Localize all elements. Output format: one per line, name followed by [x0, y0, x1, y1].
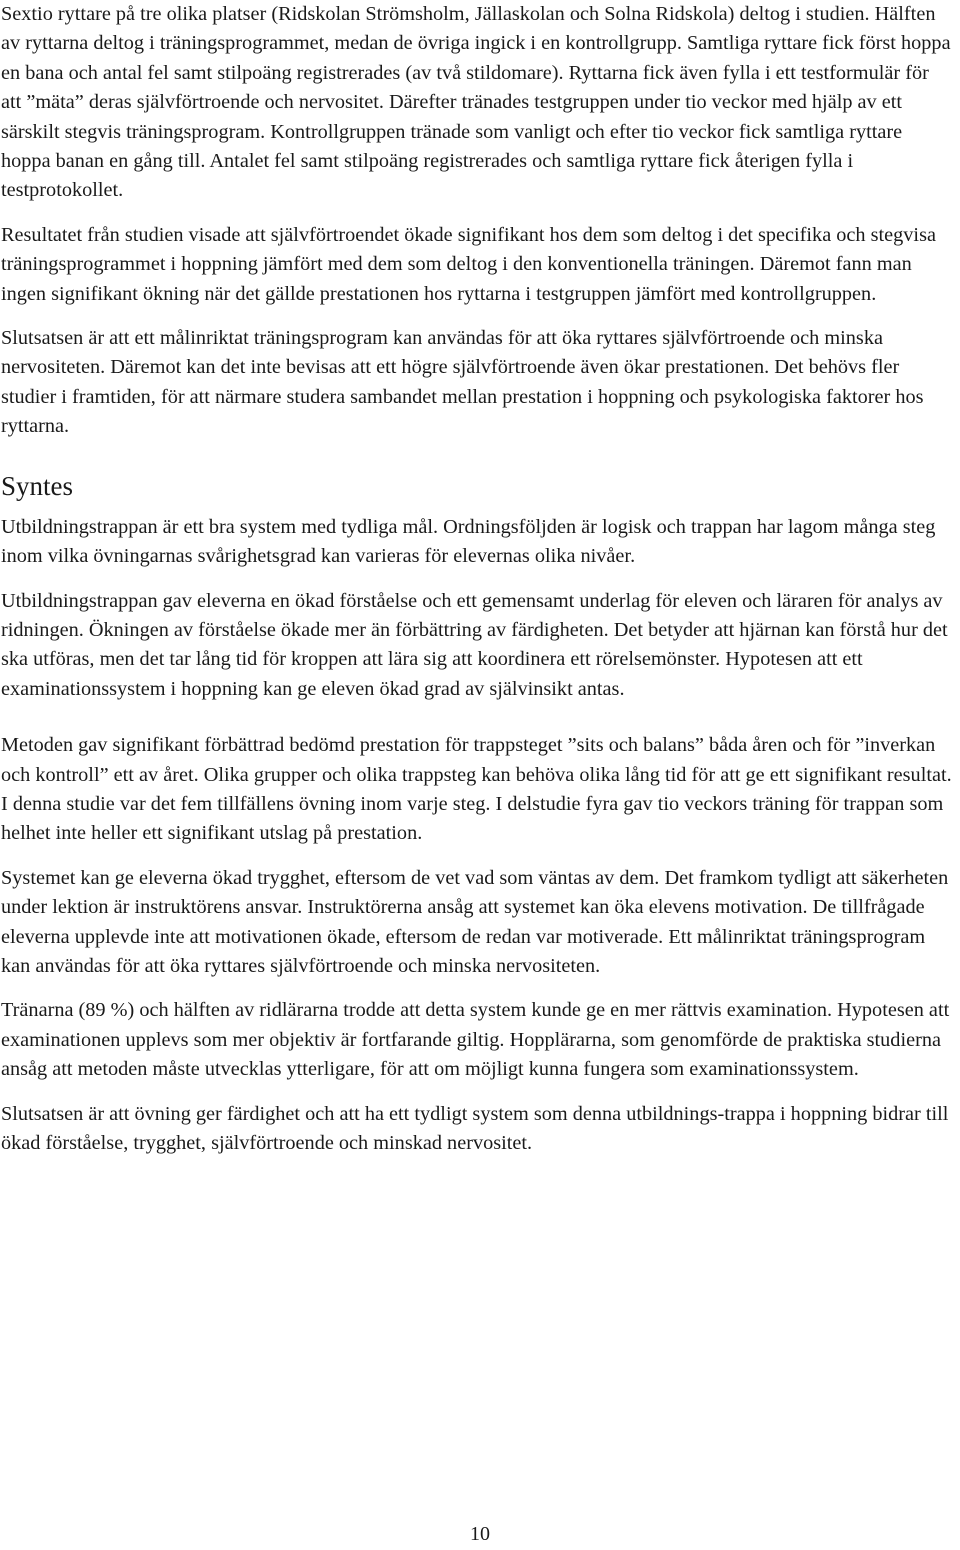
paragraph-syntes-1: Utbildningstrappan är ett bra system med tydliga mål. Ordningsföljden är logisk och trappan har lagom många steg inom vilka övningarnas svårighetsgrad kan varieras för elevernas olika nivåer. — [1, 515, 936, 568]
paragraph-syntes-3: Metoden gav signifikant förbättrad bedömd prestation för trappsteget ”sits och balans” båda åren och för ”inverkan och kontroll” ett av året. Olika grupper och olika trappsteg kan behöva olika lång tid för att ge ett signifikant resultat. I denna studie var det fem tillfällens övning inom varje steg. I delstudie fyra gav tio veckors träning för trappan som helhet inte heller ett signifikant utslag på prestation. — [1, 734, 952, 845]
paragraph-method: Sextio ryttare på tre olika platser (Ridskolan Strömsholm, Jällaskolan och Solna Ridskola) deltog i studien. Hälften av ryttarna deltog i träningsprogrammet, medan de övriga ingick i en kontrollgrupp. Samtliga ryttare fick först hoppa en bana och antal fel samt stilpoäng registrerades (av två stildomare). Ryttarna fick även fylla i ett testformulär för att ”mäta” deras självförtroende och nervositet. Därefter tränades testgruppen under tio veckor med hjälp av ett särskilt stegvis träningsprogram. Kontrollgruppen tränade som vanligt och efter tio veckor fick samtliga ryttare hoppa banan en gång till. Antalet fel samt stilpoäng registrerades och samtliga ryttare fick återigen fylla i testprotokollet. — [1, 3, 951, 202]
paragraph-results: Resultatet från studien visade att självförtroendet ökade signifikant hos dem som deltog i det specifika och stegvisa träningsprogrammet i hoppning jämfört med dem som deltog i den konventionella träningen. Däremot fann man ingen signifikant ökning när det gällde prestationen hos ryttarna i testgruppen jämfört med kontrollgruppen. — [1, 223, 936, 305]
document-body — [1, 0, 953, 1158]
paragraph-syntes-6: Slutsatsen är att övning ger färdighet och att ha ett tydligt system som denna utbildnings-trappa i hoppning bidrar till ökad förståelse, trygghet, självförtroende och minskad nervositet. — [1, 1102, 949, 1154]
paragraph-syntes-4: Systemet kan ge eleverna ökad trygghet, eftersom de vet vad som väntas av dem. Det framkom tydligt att säkerheten under lektion är instruktörens ansvar. Instruktörerna ansåg att systemet kan öka elevens motivation. De tillfrågade eleverna upplevde inte att motivationen ökade, eftersom de redan var motiverade. Ett målinriktat träningsprogram kan användas för att öka ryttares självförtroende och minska nervositeten. — [1, 866, 949, 977]
paragraph-conclusion: Slutsatsen är att ett målinriktat träningsprogram kan användas för att öka ryttares självförtroende och minska nervositeten. Däremot kan det inte bevisas att ett högre självförtroende även ökar prestationen. Det behövs fler studier i framtiden, för att närmare studera sambandet mellan prestation i hoppning och psykologiska faktorer hos ryttarna. — [1, 327, 924, 438]
paragraph-syntes-5: Tränarna (89 %) och hälften av ridlärarna trodde att detta system kunde ge en mer rättvis examination. Hypotesen att examinationen upplevs som mer objektiv är fortfarande giltig. Hopplärarna, som genomförde de praktiska studierna ansåg att metoden måste utvecklas ytterligare, för att om möjligt kunna fungera som examinationssystem. — [1, 999, 950, 1081]
paragraph-syntes-2: Utbildningstrappan gav eleverna en ökad förståelse och ett gemensamt underlag för eleven och läraren för analys av ridningen. Ökningen av förståelse ökade mer än förbättring av färdigheten. Det betyder att hjärnan kan förstå hur det ska utföras, men det tar lång tid för kroppen att lära sig att koordinera ett rörelsemönster. Hypotesen att ett examinationssystem i hoppning kan ge eleven ökad grad av självinsikt antas. — [1, 589, 948, 700]
section-heading-syntes: Syntes — [1, 470, 74, 501]
page-number: 10 — [470, 1523, 490, 1545]
